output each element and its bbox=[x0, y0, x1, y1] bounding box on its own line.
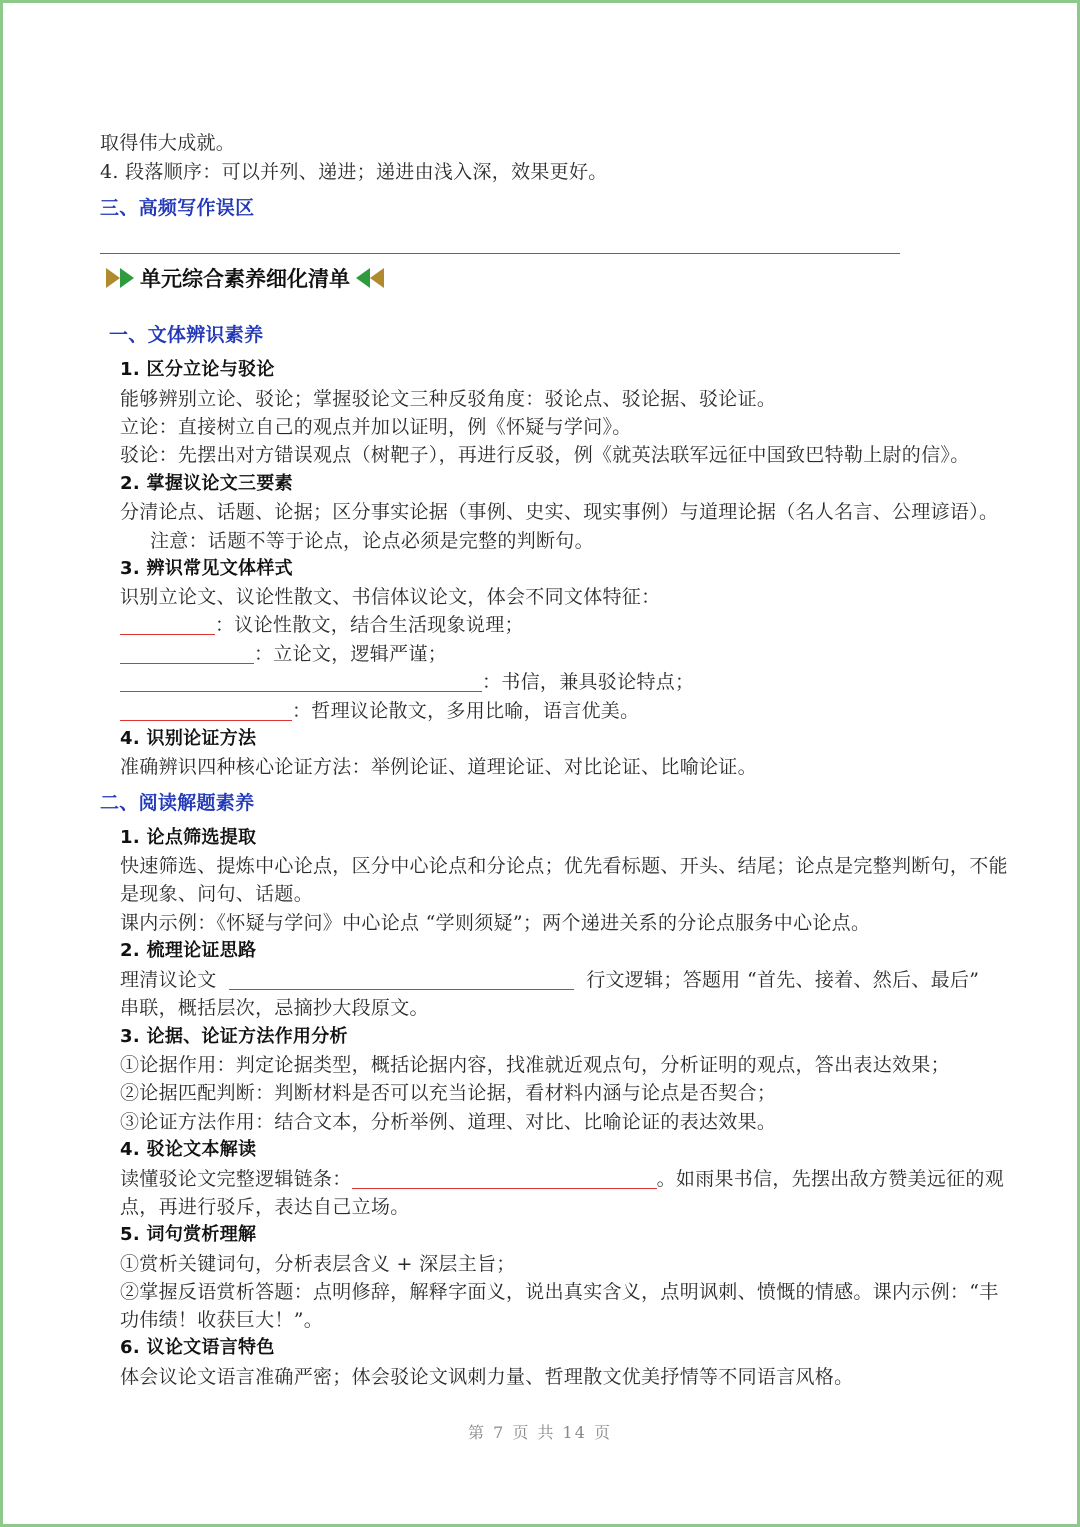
paragraph-line: 是现象、问句、话题。 bbox=[120, 883, 314, 905]
paragraph-line: 串联，概括层次，忌摘抄大段原文。 bbox=[120, 997, 429, 1019]
answer-blank[interactable] bbox=[120, 702, 292, 721]
answer-blank[interactable] bbox=[229, 971, 574, 990]
paragraph-line: 分清论点、话题、论据；区分事实论据（事例、史实、现实事例）与道理论据（名人名言、公理谚语）。 bbox=[120, 501, 999, 523]
paragraph-line: 功伟绩！收获巨大！”。 bbox=[120, 1309, 324, 1331]
answer-blank[interactable] bbox=[120, 645, 254, 664]
item-heading: 4. 识别论证方法 bbox=[120, 728, 257, 749]
fill-blank-line: 读懂驳论文完整逻辑链条： 。如雨果书信，先摆出敌方赞美远征的观 bbox=[120, 1168, 1005, 1190]
item-heading: 5. 词句赏析理解 bbox=[120, 1224, 257, 1245]
answer-blank[interactable] bbox=[352, 1170, 657, 1189]
paragraph-line: 体会议论文语言准确严密；体会驳论文讽刺力量、哲理散文优美抒情等不同语言风格。 bbox=[120, 1366, 854, 1388]
item-heading: 4. 驳论文本解读 bbox=[120, 1139, 257, 1160]
paragraph-line: 驳论：先摆出对方错误观点（树靶子），再进行反驳，例《就英法联军远征中国致巴特勒上尉的信》。 bbox=[120, 444, 970, 466]
paragraph-line: 识别立论文、议论性散文、书信体议论文，体会不同文体特征： bbox=[120, 586, 661, 608]
double-arrow-right-icon bbox=[106, 268, 134, 288]
paragraph-line: 课内示例：《怀疑与学问》中心论点 “学则须疑”；两个递进关系的分论点服务中心论点。 bbox=[120, 912, 871, 934]
paragraph-line: 能够辨别立论、驳论；掌握驳论文三种反驳角度：驳论点、驳论据、驳论证。 bbox=[120, 388, 777, 410]
banner-title: 单元综合素养细化清单 bbox=[140, 267, 350, 291]
section-heading: 二、阅读解题素养 bbox=[100, 792, 255, 814]
page-footer: 第 7 页 共 14 页 bbox=[468, 1423, 612, 1442]
paragraph-line: ②论据匹配判断：判断材料是否可以充当论据，看材料内涵与论点是否契合； bbox=[120, 1082, 777, 1104]
fill-blank-line: ：哲理议论散文，多用比喻，语言优美。 bbox=[120, 699, 639, 723]
double-arrow-left-icon bbox=[356, 268, 384, 288]
answer-blank[interactable] bbox=[120, 673, 482, 692]
divider-rule bbox=[100, 253, 900, 254]
answer-blank[interactable] bbox=[120, 616, 215, 635]
item-heading: 3. 辨识常见文体样式 bbox=[120, 558, 293, 579]
paragraph-line: ③论证方法作用：结合文本，分析举例、道理、对比、比喻论证的表达效果。 bbox=[120, 1111, 777, 1133]
item-heading: 2. 梳理论证思路 bbox=[120, 940, 257, 961]
section-heading: 一、文体辨识素养 bbox=[109, 324, 264, 346]
item-heading: 2. 掌握议论文三要素 bbox=[120, 473, 293, 494]
paragraph-line: ②掌握反语赏析答题：点明修辞，解释字面义，说出真实含义，点明讽刺、愤慨的情感。课内示例：“丰 bbox=[120, 1281, 999, 1303]
paragraph-line: 准确辨识四种核心论证方法：举例论证、道理论证、对比论证、比喻论证。 bbox=[120, 756, 757, 778]
paragraph-line: 快速筛选、提炼中心论点，区分中心论点和分论点；优先看标题、开头、结尾；论点是完整判断句，不能 bbox=[120, 855, 1008, 877]
paragraph-line: 取得伟大成就。 bbox=[100, 132, 236, 154]
paragraph-line: ①论据作用：判定论据类型，概括论据内容，找准就近观点句，分析证明的观点，答出表达效果； bbox=[120, 1054, 950, 1076]
item-heading: 1. 区分立论与驳论 bbox=[120, 359, 275, 380]
fill-blank-line: 理清议论文 行文逻辑；答题用 “首先、接着、然后、最后” bbox=[120, 969, 980, 991]
banner-heading bbox=[106, 261, 384, 295]
paragraph-line: 立论：直接树立自己的观点并加以证明，例《怀疑与学问》。 bbox=[120, 416, 632, 438]
item-heading: 6. 议论文语言特色 bbox=[120, 1337, 275, 1358]
paragraph-line: 4. 段落顺序：可以并列、递进；递进由浅入深，效果更好。 bbox=[100, 161, 608, 183]
item-heading: 3. 论据、论证方法作用分析 bbox=[120, 1026, 348, 1047]
item-heading: 1. 论点筛选提取 bbox=[120, 827, 257, 848]
paragraph-line: ①赏析关键词句，分析表层含义 + 深层主旨； bbox=[120, 1253, 516, 1275]
note-line: 注意：话题不等于论点，论点必须是完整的判断句。 bbox=[150, 530, 594, 552]
fill-blank-line: ：立论文，逻辑严谨； bbox=[120, 642, 447, 666]
paragraph-line: 点，再进行驳斥，表达自己立场。 bbox=[120, 1196, 410, 1218]
fill-blank-line: ：议论性散文，结合生活现象说理； bbox=[120, 613, 524, 637]
fill-blank-line: ：书信，兼具驳论特点； bbox=[120, 670, 694, 694]
section-heading: 三、高频写作误区 bbox=[100, 197, 255, 219]
